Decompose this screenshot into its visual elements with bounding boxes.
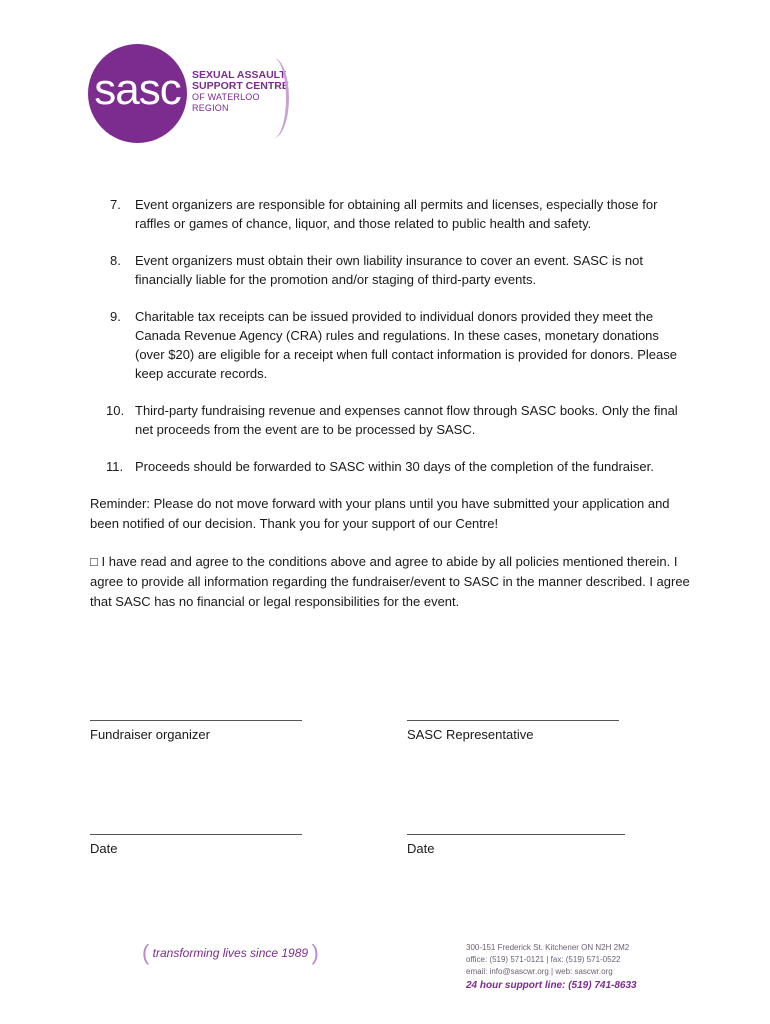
organizer-date-block bbox=[90, 834, 302, 857]
representative-signature-label: SASC Representative bbox=[407, 727, 534, 742]
agreement-checkbox[interactable]: □ bbox=[90, 554, 98, 569]
organizer-signature-block bbox=[90, 720, 302, 743]
condition-item bbox=[90, 457, 690, 476]
condition-text: Third-party fundraising revenue and expenses cannot flow through SASC books. Only the final net proceeds from the event are to be processed by SASC. bbox=[135, 403, 678, 437]
condition-text: Event organizers must obtain their own liability insurance to cover an event. SASC is not financially liable for the promotion and/or staging of third-party events. bbox=[135, 253, 643, 287]
tagline-text: transforming lives since 1989 bbox=[152, 946, 309, 960]
footer-web: email: info@sascwr.org | web: sascwr.org bbox=[466, 967, 613, 976]
logo-line-2: SUPPORT CENTRE bbox=[192, 80, 289, 92]
reminder-text: Reminder: Please do not move forward with your plans until you have submitted your application and been notified of our decision. Thank you for your support of our Centre! bbox=[90, 496, 670, 531]
representative-date-line[interactable] bbox=[407, 834, 625, 835]
tagline-close-bracket-icon: ) bbox=[311, 940, 319, 965]
condition-item bbox=[90, 195, 690, 233]
organizer-date-line[interactable] bbox=[90, 834, 302, 835]
organizer-date-label: Date bbox=[90, 841, 118, 856]
representative-date-block bbox=[407, 834, 625, 857]
agreement-text: I have read and agree to the conditions above and agree to abide by all policies mentioned therein. I agree to provide all information regarding the fundraiser/event to SASC in the manner described. I agree that SASC has no financial or legal responsibilities for the event. bbox=[90, 554, 690, 609]
agreement-statement bbox=[90, 552, 690, 612]
logo-mark: sasc bbox=[88, 44, 187, 143]
logo-arc-decoration bbox=[258, 58, 289, 138]
condition-item bbox=[90, 401, 690, 439]
footer-contact-info bbox=[466, 942, 666, 992]
footer-support-line: 24 hour support line: (519) 741-8633 bbox=[466, 980, 637, 991]
representative-signature-block bbox=[407, 720, 619, 743]
organizer-signature-label: Fundraiser organizer bbox=[90, 727, 210, 742]
representative-date-label: Date bbox=[407, 841, 435, 856]
condition-item bbox=[90, 307, 690, 383]
condition-number: 7. bbox=[110, 197, 121, 212]
condition-text: Charitable tax receipts can be issued provided to individual donors provided they meet the Canada Revenue Agency (CRA) rules and regulations. In these cases, monetary donations (over $20) are eligible for a receipt when full contact information is provided for donors. Please keep accurate records. bbox=[135, 309, 677, 381]
condition-number: 11. bbox=[106, 459, 124, 474]
footer-phones: office: (519) 571-0121 | fax: (519) 571-0522 bbox=[466, 955, 621, 964]
conditions-content bbox=[90, 195, 690, 612]
condition-item bbox=[90, 251, 690, 289]
representative-signature-line[interactable] bbox=[407, 720, 619, 721]
tagline-open-bracket-icon: ( bbox=[142, 940, 150, 965]
logo-line-1: SEXUAL ASSAULT bbox=[192, 69, 286, 81]
conditions-list bbox=[90, 195, 690, 476]
footer-address: 300-151 Frederick St. Kitchener ON N2H 2M2 bbox=[466, 943, 630, 952]
condition-number: 8. bbox=[110, 253, 121, 268]
condition-text: Event organizers are responsible for obtaining all permits and licenses, especially those for raffles or games of chance, liquor, and those related to public health and safety. bbox=[135, 197, 658, 231]
logo-line-3: OF WATERLOO REGION bbox=[192, 92, 260, 113]
condition-text: Proceeds should be forwarded to SASC within 30 days of the completion of the fundraiser. bbox=[135, 459, 654, 474]
footer-tagline bbox=[142, 940, 319, 966]
sasc-logo bbox=[88, 44, 298, 144]
organizer-signature-line[interactable] bbox=[90, 720, 302, 721]
condition-number: 10. bbox=[106, 403, 125, 418]
condition-number: 9. bbox=[110, 309, 121, 324]
